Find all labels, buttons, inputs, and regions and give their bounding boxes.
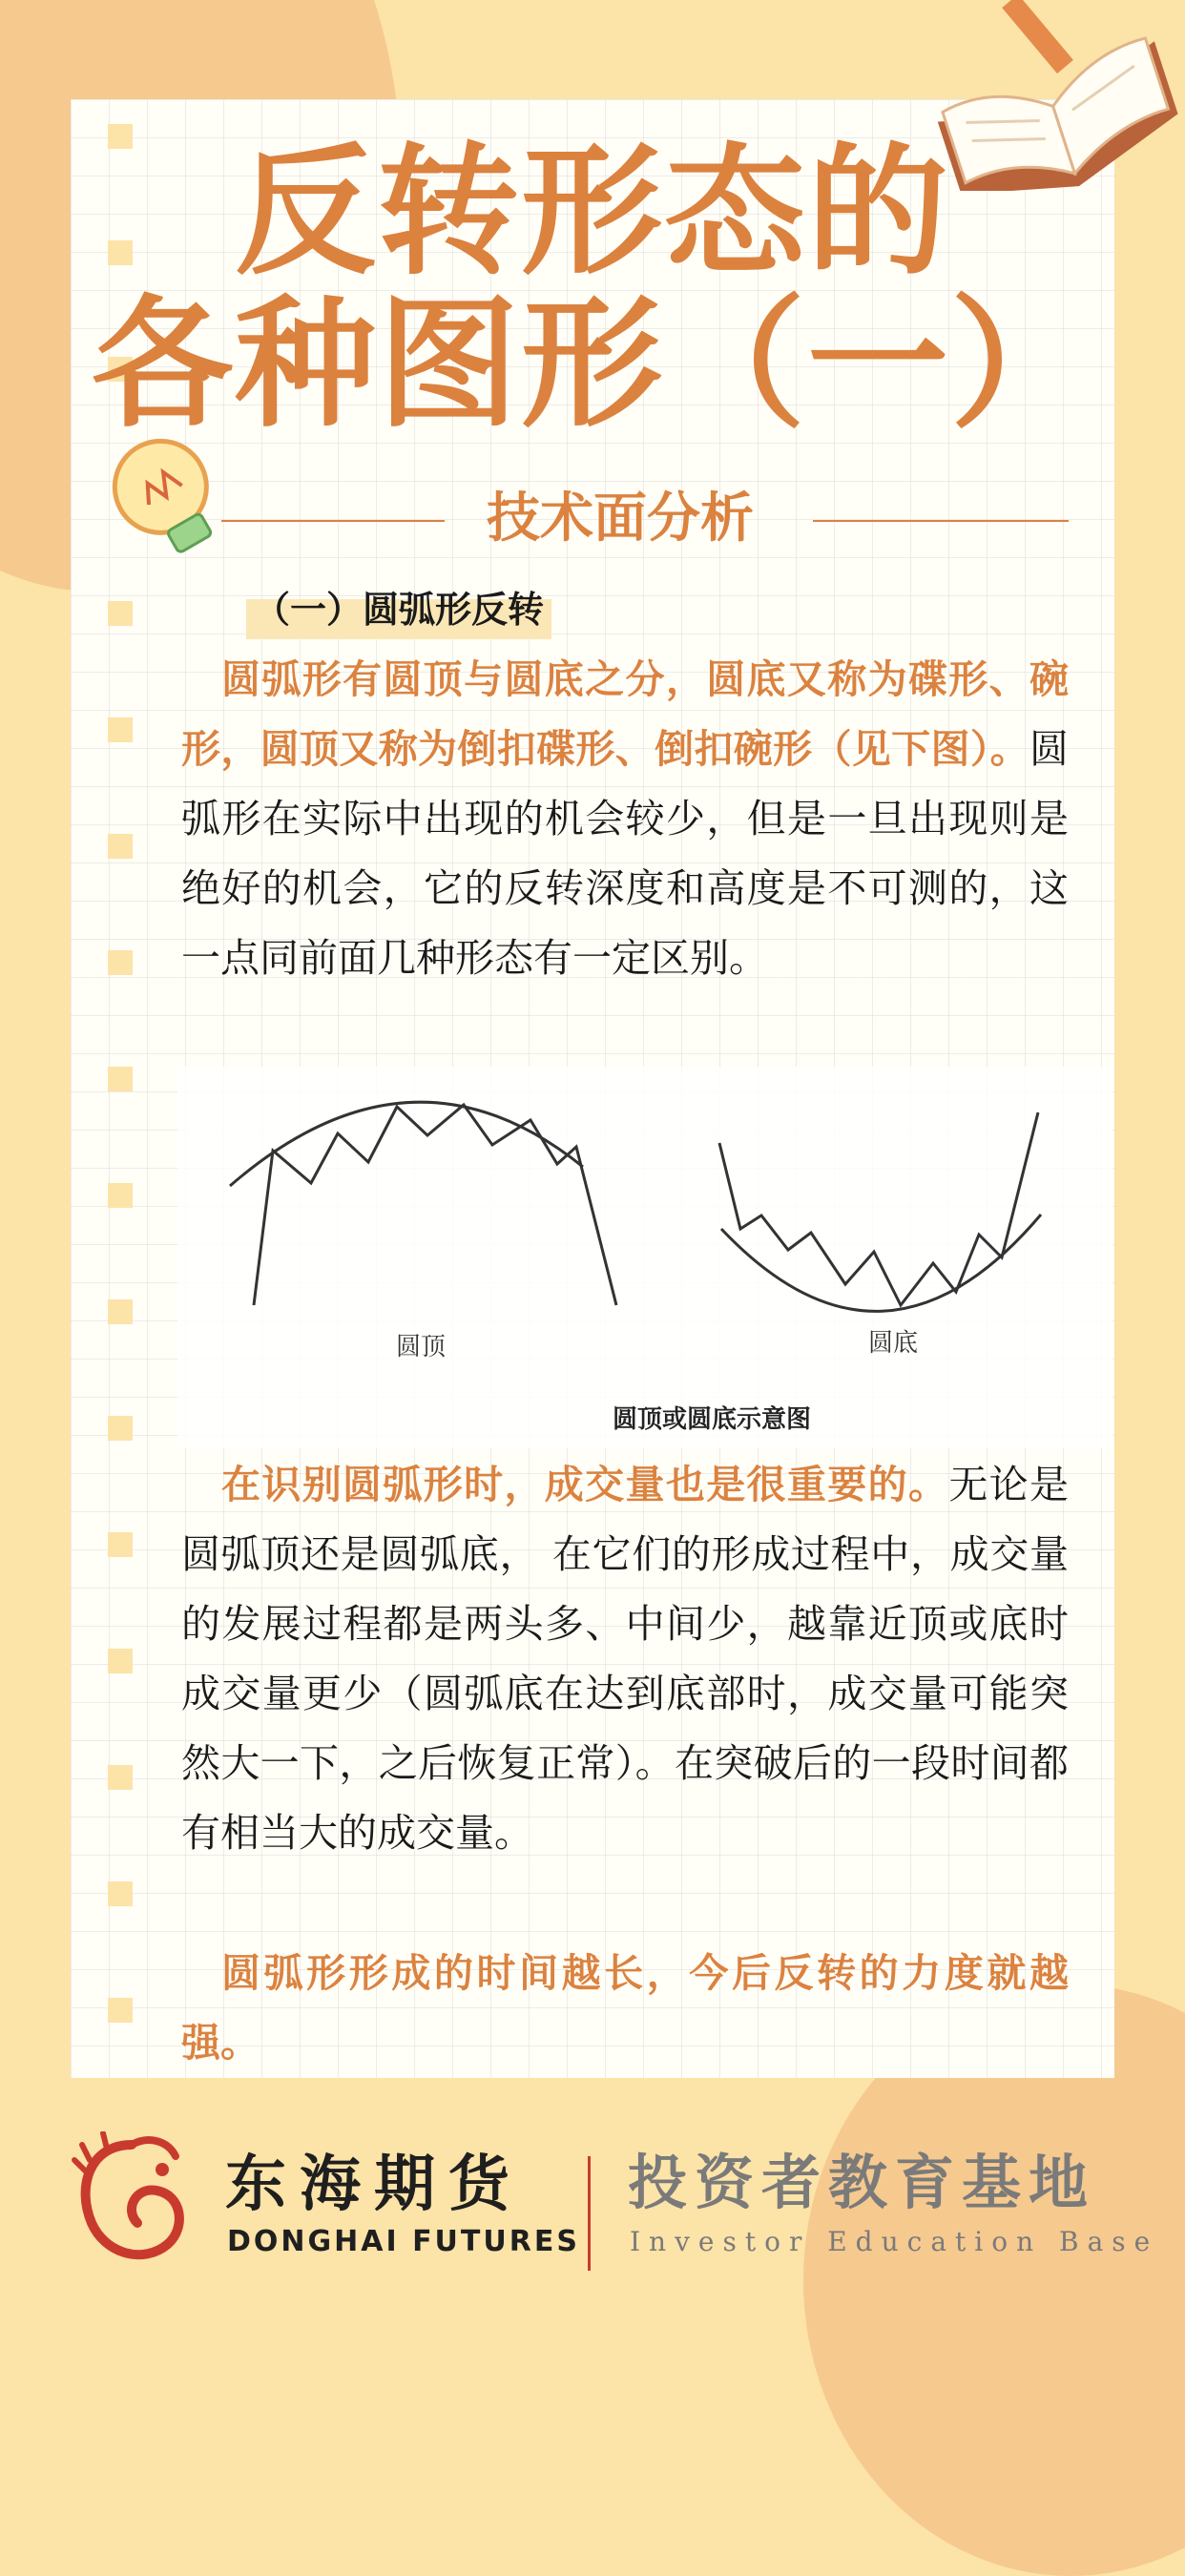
section-heading: （一）圆弧形反转 bbox=[246, 580, 551, 639]
donghai-dragon-logo-icon bbox=[69, 2131, 195, 2275]
divider-line bbox=[221, 520, 445, 522]
margin-square bbox=[108, 717, 133, 742]
paragraph-2-text: 无论是圆弧顶还是圆弧底， 在它们的形成过程中，成交量的发展过程都是两头多、中间少，越靠近顶或底时成交量更少（圆弧底在达到底部时，成交量可能突然大一下，之后恢复正常）。在突破后的一段时间都有相当大的成交量。 bbox=[181, 1462, 1070, 1856]
margin-square bbox=[108, 601, 133, 626]
paragraph-2 bbox=[181, 1450, 1069, 1868]
brand-name-cn: 东海期货 bbox=[225, 2150, 523, 2220]
paragraph-2-highlight: 在识别圆弧形时，成交量也是很重要的。 bbox=[221, 1462, 949, 1507]
margin-square bbox=[108, 834, 133, 859]
brand-name-en: DONGHAI FUTURES bbox=[227, 2225, 580, 2258]
paragraph-1 bbox=[181, 645, 1069, 993]
lightbulb-icon bbox=[97, 424, 250, 563]
margin-square bbox=[108, 1299, 133, 1324]
figure-caption: 圆顶或圆底示意图 bbox=[612, 1405, 812, 1434]
margin-square bbox=[108, 1765, 133, 1790]
margin-square bbox=[108, 950, 133, 975]
margin-square bbox=[108, 1067, 133, 1091]
round-top-label: 圆顶 bbox=[395, 1333, 447, 1361]
margin-square bbox=[108, 1532, 133, 1557]
title-line-2: 各种图形（一） bbox=[92, 282, 1093, 447]
footer-divider bbox=[588, 2156, 591, 2271]
paragraph-1-text: 圆弧形在实际中出现的机会较少，但是一旦出现则是绝好的机会，它的反转深度和高度是不可测的，这一点同前面几种形态有一定区别。 bbox=[181, 726, 1069, 981]
paragraph-1-highlight: 圆弧形有圆顶与圆底之分，圆底又称为碟形、碗形，圆顶又称为倒扣碟形、倒扣碗形（见下图）。 bbox=[181, 656, 1069, 772]
divider-line bbox=[813, 520, 1069, 522]
margin-square bbox=[108, 1649, 133, 1673]
margin-square bbox=[108, 1998, 133, 2023]
arc-pattern-figure bbox=[177, 1067, 1112, 1448]
margin-square bbox=[108, 1881, 133, 1906]
margin-square bbox=[108, 1183, 133, 1208]
paragraph-3-highlight: 圆弧形形成的时间越长，今后反转的力度就越强。 bbox=[181, 1950, 1069, 2066]
margin-square bbox=[108, 1416, 133, 1441]
title-line-1: 反转形态的 bbox=[235, 130, 950, 294]
subtitle: 技术面分析 bbox=[487, 488, 754, 550]
education-base-en: Investor Education Base bbox=[630, 2226, 1159, 2257]
paragraph-3 bbox=[181, 1939, 1069, 2078]
round-bottom-label: 圆底 bbox=[867, 1329, 919, 1358]
education-base-cn: 投资者教育基地 bbox=[628, 2148, 1096, 2217]
